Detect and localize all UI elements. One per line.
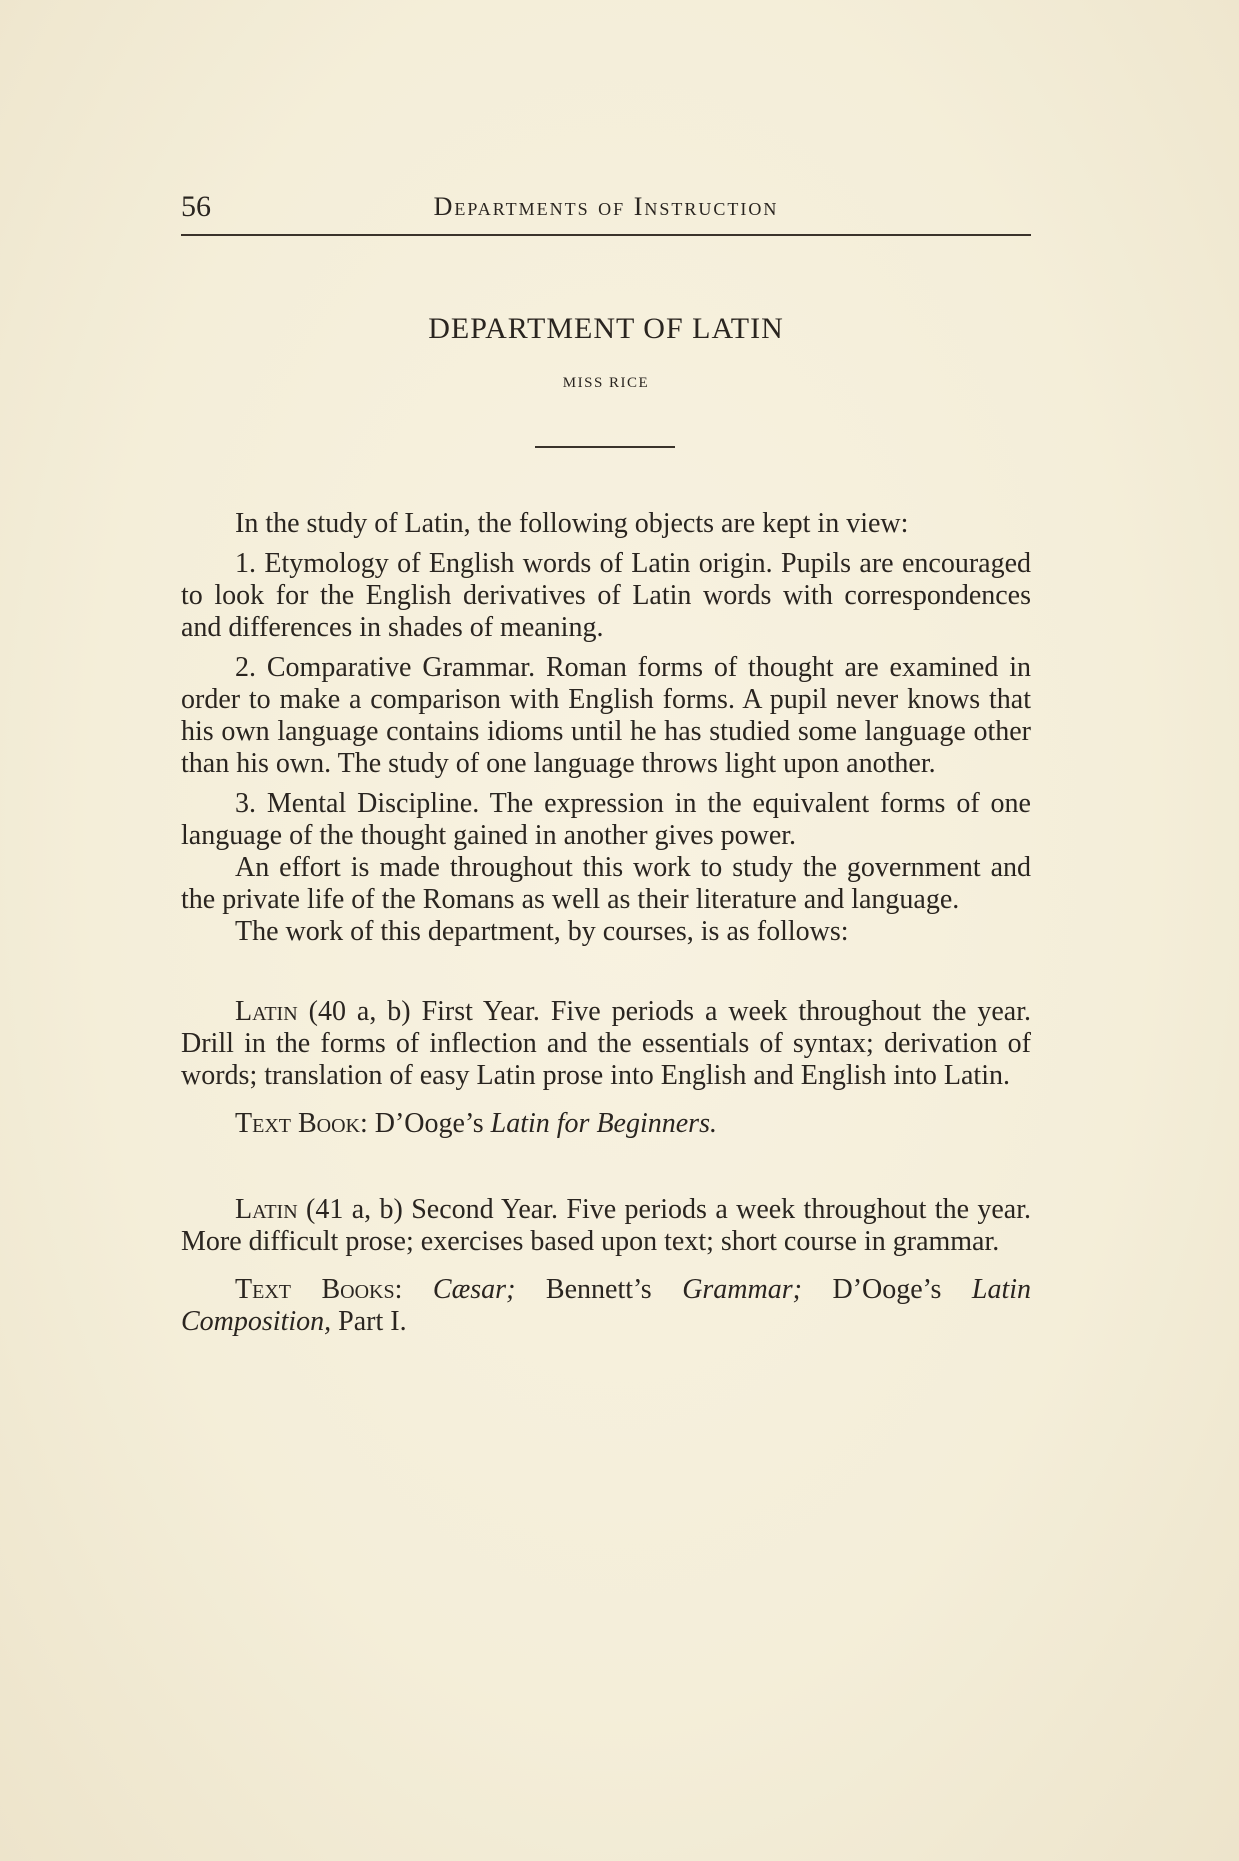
textbook-title: Grammar;	[682, 1274, 802, 1305]
course-description: (40 a, b) First Year. Five periods a week throughout the year. Drill in the forms of inflection and the essentials of syntax; derivation of words; translation of easy Latin prose into English and English into Latin.	[181, 996, 1032, 1091]
course-name: Latin	[235, 996, 298, 1027]
textbook-author: D’Ooge’s	[832, 1274, 942, 1305]
textbook-label: Text Books:	[235, 1274, 403, 1305]
course-textbook	[181, 1274, 1031, 1338]
intro-paragraph: In the study of Latin, the following objects are kept in view:	[235, 508, 909, 539]
textbook-title: Cæsar;	[432, 1274, 516, 1305]
textbook-label: Text Book:	[235, 1108, 368, 1139]
effort-paragraph: An effort is made throughout this work to study the government and the private life of the Romans as well as their literature and language.	[181, 852, 1031, 915]
textbook-part: Part I.	[338, 1306, 407, 1337]
section-divider	[535, 446, 675, 448]
textbook-title: Latin Composition,	[181, 1274, 1032, 1337]
object-item: 3. Mental Discipline. The expression in the equivalent forms of one language of the thought gained in another gives power.	[181, 788, 1031, 851]
course-description: (41 a, b) Second Year. Five periods a week throughout the year. More difficult prose; exercises based upon text; short course in grammar.	[181, 1194, 1032, 1257]
object-item: 2. Comparative Grammar. Roman forms of thought are examined in order to make a comparison with English forms. A pupil never knows that his own language contains idioms until he has studied some language other than his own. The study of one language throws light upon another.	[181, 652, 1031, 779]
running-head	[181, 190, 1031, 236]
running-title: Departments of Instruction	[433, 192, 779, 221]
object-item: 1. Etymology of English words of Latin origin. Pupils are encouraged to look for the English derivatives of Latin words with correspondences and differences in shades of meaning.	[181, 548, 1031, 643]
course-entry	[181, 1194, 1031, 1258]
course-textbook	[181, 1108, 1031, 1140]
course-entry	[181, 996, 1031, 1092]
course-name: Latin	[235, 1194, 298, 1225]
body-text	[181, 508, 1031, 1338]
textbook-title: Latin for Beginners.	[490, 1108, 717, 1139]
page-number: 56	[181, 190, 211, 223]
courses-intro: The work of this department, by courses, is as follows:	[235, 916, 849, 947]
textbook-author: Bennett’s	[545, 1274, 652, 1305]
textbook-author: D’Ooge’s	[374, 1108, 484, 1139]
instructor-name: MISS RICE	[562, 375, 650, 391]
department-title: DEPARTMENT OF LATIN	[428, 312, 784, 345]
